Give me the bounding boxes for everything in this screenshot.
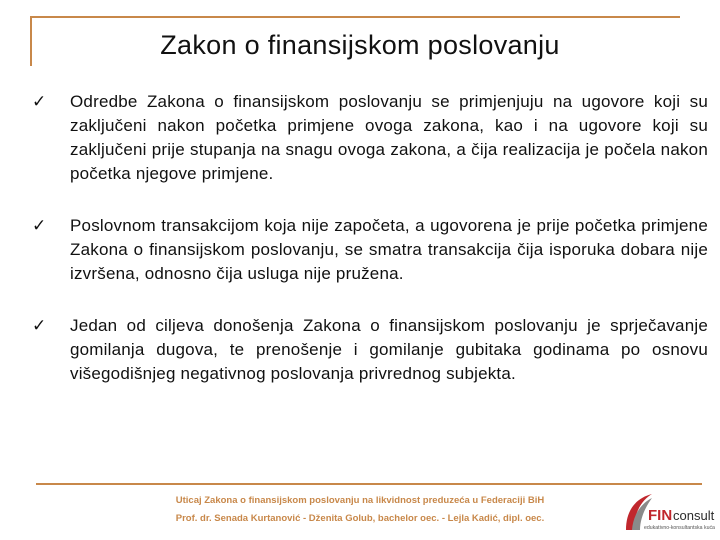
bullet-item: [32, 214, 708, 286]
footer: [120, 492, 600, 528]
check-icon: ✓: [32, 316, 47, 336]
bullet-text: Poslovnom transakcijom koja nije započeta, a ugovorena je prije početka primjene Zakona o finansijskom poslovanju, se smatra transakcija čija isporuka dobara nije izvršena, odnosno čija usluga nije pružena.: [70, 216, 708, 283]
bullet-list: [32, 90, 708, 414]
logo-consult-text: consult: [673, 508, 715, 523]
bullet-text: Jedan od ciljeva donošenja Zakona o finansijskom poslovanju je sprječavanje gomilanja dugova, te prenošenje i gomilanje gubitaka godinama po osnovu višegodišnjeg negativnog poslovanja privrednog subjekta.: [70, 316, 708, 383]
finconsult-logo: [622, 490, 718, 534]
check-icon: ✓: [32, 216, 47, 236]
check-icon: ✓: [32, 92, 47, 112]
logo-tagline-text: edukativno-konsultantska kuća: [644, 525, 715, 531]
footer-line-1: Uticaj Zakona o finansijskom poslovanju na likvidnost preduzeća u Federaciji BiH: [175, 495, 545, 506]
footer-line-2: Prof. dr. Senada Kurtanović - Dženita Golub, bachelor oec. - Lejla Kadić, dipl. oec.: [175, 513, 545, 524]
slide-title: Zakon o finansijskom poslovanju: [160, 30, 560, 60]
logo-fin-text: FIN: [648, 507, 673, 524]
bullet-item: [32, 90, 708, 186]
footer-divider: [36, 483, 702, 485]
bullet-item: [32, 314, 708, 386]
bullet-text: Odredbe Zakona o finansijskom poslovanju se primjenjuju na ugovore koji su zaključeni nakon početka primjene ovoga zakona, kao i na ugovore koji su zaključeni prije stupanja na snagu ovoga zakona, a čija realizacija je počela nakon početka njegove primjene.: [70, 92, 708, 183]
